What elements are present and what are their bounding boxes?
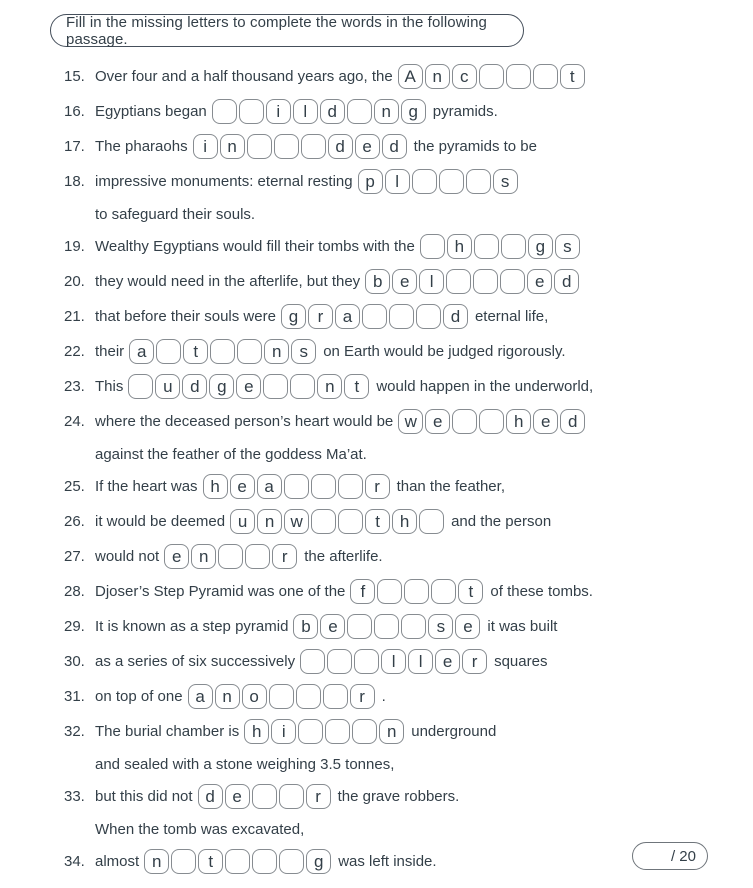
- letter-box-group: [230, 509, 446, 534]
- passage-line: [64, 644, 743, 679]
- letter-box-filled: r: [272, 544, 297, 569]
- letter-box-filled: d: [198, 784, 223, 809]
- letter-box-filled: d: [443, 304, 468, 329]
- letter-box-empty[interactable]: [218, 544, 243, 569]
- letter-box-filled: t: [198, 849, 223, 874]
- letter-box-empty[interactable]: [354, 649, 379, 674]
- line-text: It is known as a step pyramid: [95, 618, 289, 635]
- line-number: 34.: [64, 853, 85, 870]
- line-text: impressive monuments: eternal resting: [95, 173, 353, 190]
- letter-box-filled: l: [293, 99, 318, 124]
- line-text: almost: [95, 853, 140, 870]
- letter-box-empty[interactable]: [362, 304, 387, 329]
- passage-line: [64, 229, 743, 264]
- passage-line: [64, 714, 743, 749]
- line-text: that before their souls were: [95, 308, 276, 325]
- letter-box-filled: d: [560, 409, 585, 434]
- line-text: it would be deemed: [95, 513, 226, 530]
- letter-box-filled: e: [527, 269, 552, 294]
- line-number: 23.: [64, 378, 85, 395]
- letter-box-empty[interactable]: [352, 719, 377, 744]
- letter-box-empty[interactable]: [416, 304, 441, 329]
- letter-box-filled: l: [408, 649, 433, 674]
- letter-box-empty[interactable]: [239, 99, 264, 124]
- letter-box-filled: n: [215, 684, 240, 709]
- letter-box-empty[interactable]: [325, 719, 350, 744]
- line-text: the grave robbers.: [337, 788, 460, 805]
- letter-box-filled: l: [385, 169, 410, 194]
- letter-box-filled: n: [425, 64, 450, 89]
- passage-line: [64, 334, 743, 369]
- passage-line: [64, 59, 743, 94]
- letter-box-empty[interactable]: [474, 234, 499, 259]
- letter-box-empty[interactable]: [290, 374, 315, 399]
- passage-line: [64, 404, 743, 439]
- letter-box-filled: r: [462, 649, 487, 674]
- line-text: If the heart was: [95, 478, 198, 495]
- line-number: 31.: [64, 688, 85, 705]
- letter-box-filled: g: [209, 374, 234, 399]
- letter-box-filled: d: [320, 99, 345, 124]
- letter-box-filled: e: [455, 614, 480, 639]
- line-number: 26.: [64, 513, 85, 530]
- letter-box-filled: e: [533, 409, 558, 434]
- letter-box-empty[interactable]: [401, 614, 426, 639]
- letter-box-group: [198, 784, 333, 809]
- line-text: squares: [494, 653, 548, 670]
- line-text: where the deceased person’s heart would be: [95, 413, 394, 430]
- line-text: The burial chamber is: [95, 723, 240, 740]
- line-text: The pharaohs: [95, 138, 188, 155]
- letter-box-filled: e: [230, 474, 255, 499]
- letter-box-empty[interactable]: [501, 234, 526, 259]
- line-text: .: [381, 688, 386, 705]
- score-label: / 20: [670, 847, 696, 865]
- passage-line: [64, 469, 743, 504]
- letter-box-empty[interactable]: [473, 269, 498, 294]
- letter-box-filled: a: [257, 474, 282, 499]
- letter-box-empty[interactable]: [301, 134, 326, 159]
- letter-box-empty[interactable]: [466, 169, 491, 194]
- score-box: [632, 842, 708, 870]
- letter-box-filled: l: [381, 649, 406, 674]
- letter-box-group: [144, 849, 333, 874]
- letter-box-filled: i: [266, 99, 291, 124]
- line-text: their: [95, 343, 125, 360]
- letter-box-empty[interactable]: [506, 64, 531, 89]
- letter-box-filled: s: [291, 339, 316, 364]
- letter-box-filled: w: [398, 409, 423, 434]
- line-number: 22.: [64, 343, 85, 360]
- letter-box-empty[interactable]: [377, 579, 402, 604]
- passage-lines: [64, 59, 743, 879]
- letter-box-empty[interactable]: [171, 849, 196, 874]
- letter-box-empty[interactable]: [479, 64, 504, 89]
- letter-box-filled: s: [493, 169, 518, 194]
- letter-box-empty[interactable]: [323, 684, 348, 709]
- line-number: 30.: [64, 653, 85, 670]
- line-text: underground: [411, 723, 497, 740]
- line-text: it was built: [487, 618, 558, 635]
- letter-box-filled: e: [355, 134, 380, 159]
- letter-box-empty[interactable]: [327, 649, 352, 674]
- letter-box-filled: c: [452, 64, 477, 89]
- letter-box-empty[interactable]: [347, 614, 372, 639]
- line-number: 28.: [64, 583, 85, 600]
- letter-box-filled: n: [220, 134, 245, 159]
- letter-box-empty[interactable]: [431, 579, 456, 604]
- line-text: When the tomb was excavated,: [95, 820, 305, 838]
- letter-box-filled: n: [317, 374, 342, 399]
- letter-box-filled: h: [392, 509, 417, 534]
- letter-box-empty[interactable]: [247, 134, 272, 159]
- letter-box-empty[interactable]: [439, 169, 464, 194]
- passage-line: [64, 129, 743, 164]
- letter-box-empty[interactable]: [419, 509, 444, 534]
- passage-line: [64, 779, 743, 814]
- letter-box-group: [281, 304, 470, 329]
- passage-line: [64, 574, 743, 609]
- letter-box-filled: e: [320, 614, 345, 639]
- letter-box-filled: n: [264, 339, 289, 364]
- letter-box-group: [164, 544, 299, 569]
- passage-line: [64, 539, 743, 574]
- line-text: than the feather,: [396, 478, 505, 495]
- passage-line-continuation: [64, 749, 743, 779]
- letter-box-filled: e: [425, 409, 450, 434]
- letter-box-empty[interactable]: [156, 339, 181, 364]
- line-number: 33.: [64, 788, 85, 805]
- letter-box-group: [128, 374, 371, 399]
- letter-box-empty[interactable]: [412, 169, 437, 194]
- letter-box-filled: a: [129, 339, 154, 364]
- letter-box-empty[interactable]: [263, 374, 288, 399]
- letter-box-filled: a: [335, 304, 360, 329]
- line-text: Egyptians began: [95, 103, 207, 120]
- letter-box-filled: i: [193, 134, 218, 159]
- letter-box-group: [293, 614, 482, 639]
- letter-box-group: [244, 719, 406, 744]
- letter-box-filled: t: [344, 374, 369, 399]
- letter-box-group: [212, 99, 428, 124]
- passage-line-continuation: [64, 439, 743, 469]
- letter-box-filled: b: [365, 269, 390, 294]
- letter-box-empty[interactable]: [225, 849, 250, 874]
- letter-box-group: [398, 409, 587, 434]
- letter-box-filled: e: [435, 649, 460, 674]
- letter-box-filled: g: [401, 99, 426, 124]
- letter-box-empty[interactable]: [274, 134, 299, 159]
- letter-box-filled: h: [203, 474, 228, 499]
- letter-box-filled: e: [236, 374, 261, 399]
- letter-box-empty[interactable]: [500, 269, 525, 294]
- letter-box-group: [398, 64, 587, 89]
- letter-box-filled: g: [306, 849, 331, 874]
- line-number: 21.: [64, 308, 85, 325]
- letter-box-filled: t: [458, 579, 483, 604]
- line-number: 24.: [64, 413, 85, 430]
- letter-box-filled: r: [350, 684, 375, 709]
- passage-line: [64, 369, 743, 404]
- line-text: was left inside.: [338, 853, 437, 870]
- line-text: on Earth would be judged rigorously.: [323, 343, 566, 360]
- letter-box-group: [203, 474, 392, 499]
- letter-box-empty[interactable]: [212, 99, 237, 124]
- letter-box-empty[interactable]: [374, 614, 399, 639]
- line-text: they would need in the afterlife, but they: [95, 273, 361, 290]
- letter-box-group: [365, 269, 581, 294]
- letter-box-group: [300, 649, 489, 674]
- letter-box-filled: p: [358, 169, 383, 194]
- letter-box-filled: n: [257, 509, 282, 534]
- letter-box-filled: g: [281, 304, 306, 329]
- letter-box-group: [350, 579, 485, 604]
- letter-box-empty[interactable]: [298, 719, 323, 744]
- letter-box-empty[interactable]: [279, 784, 304, 809]
- line-text: Djoser’s Step Pyramid was one of the: [95, 583, 346, 600]
- letter-box-filled: n: [379, 719, 404, 744]
- line-number: 17.: [64, 138, 85, 155]
- letter-box-filled: s: [428, 614, 453, 639]
- line-number: 19.: [64, 238, 85, 255]
- line-number: 20.: [64, 273, 85, 290]
- line-text: Over four and a half thousand years ago, the: [95, 68, 393, 85]
- letter-box-filled: u: [230, 509, 255, 534]
- letter-box-empty[interactable]: [446, 269, 471, 294]
- letter-box-empty[interactable]: [284, 474, 309, 499]
- line-text: as a series of six successively: [95, 653, 296, 670]
- line-text: on top of one: [95, 688, 183, 705]
- line-text: and sealed with a stone weighing 3.5 tonnes,: [95, 755, 395, 773]
- line-number: 32.: [64, 723, 85, 740]
- letter-box-empty[interactable]: [533, 64, 558, 89]
- line-number: 15.: [64, 68, 85, 85]
- letter-box-filled: e: [164, 544, 189, 569]
- letter-box-filled: l: [419, 269, 444, 294]
- letter-box-filled: n: [191, 544, 216, 569]
- passage-line-continuation: [64, 199, 743, 229]
- line-number: 25.: [64, 478, 85, 495]
- letter-box-filled: d: [382, 134, 407, 159]
- letter-box-group: [420, 234, 582, 259]
- letter-box-filled: h: [506, 409, 531, 434]
- passage-line: [64, 679, 743, 714]
- passage-line: [64, 299, 743, 334]
- line-number: 18.: [64, 173, 85, 190]
- letter-box-filled: h: [447, 234, 472, 259]
- letter-box-filled: t: [560, 64, 585, 89]
- passage-line-continuation: [64, 814, 743, 844]
- letter-box-empty[interactable]: [128, 374, 153, 399]
- passage-line: [64, 264, 743, 299]
- line-text: would happen in the underworld,: [376, 378, 594, 395]
- letter-box-filled: u: [155, 374, 180, 399]
- letter-box-empty[interactable]: [452, 409, 477, 434]
- line-text: to safeguard their souls.: [95, 205, 256, 223]
- passage-line: [64, 609, 743, 644]
- letter-box-empty[interactable]: [296, 684, 321, 709]
- line-text: against the feather of the goddess Ma’at.: [95, 445, 367, 463]
- letter-box-empty[interactable]: [420, 234, 445, 259]
- letter-box-filled: h: [244, 719, 269, 744]
- letter-box-filled: w: [284, 509, 309, 534]
- line-text: pyramids.: [432, 103, 498, 120]
- letter-box-filled: a: [188, 684, 213, 709]
- instruction-text: Fill in the missing letters to complete the words in the following passage.: [66, 13, 487, 48]
- passage-line: [64, 504, 743, 539]
- letter-box-filled: r: [306, 784, 331, 809]
- letter-box-group: [188, 684, 377, 709]
- line-text: eternal life,: [474, 308, 549, 325]
- letter-box-empty[interactable]: [269, 684, 294, 709]
- letter-box-filled: t: [183, 339, 208, 364]
- letter-box-filled: b: [293, 614, 318, 639]
- letter-box-group: [193, 134, 409, 159]
- line-number: 16.: [64, 103, 85, 120]
- letter-box-filled: e: [225, 784, 250, 809]
- passage-line: [64, 164, 743, 199]
- letter-box-filled: t: [365, 509, 390, 534]
- letter-box-empty[interactable]: [347, 99, 372, 124]
- letter-box-filled: e: [392, 269, 417, 294]
- line-text: would not: [95, 548, 160, 565]
- letter-box-filled: f: [350, 579, 375, 604]
- letter-box-empty[interactable]: [338, 474, 363, 499]
- letter-box-empty[interactable]: [404, 579, 429, 604]
- instruction-banner: [50, 14, 524, 47]
- letter-box-empty[interactable]: [311, 509, 336, 534]
- letter-box-group: [358, 169, 520, 194]
- line-text: the pyramids to be: [413, 138, 537, 155]
- letter-box-filled: s: [555, 234, 580, 259]
- line-text: of these tombs.: [490, 583, 593, 600]
- line-number: 29.: [64, 618, 85, 635]
- letter-box-filled: r: [308, 304, 333, 329]
- letter-box-empty[interactable]: [252, 784, 277, 809]
- letter-box-empty[interactable]: [252, 849, 277, 874]
- letter-box-filled: o: [242, 684, 267, 709]
- line-number: 27.: [64, 548, 85, 565]
- line-text: Wealthy Egyptians would fill their tombs with the: [95, 238, 415, 255]
- line-text: but this did not: [95, 788, 193, 805]
- line-text: and the person: [451, 513, 552, 530]
- letter-box-empty[interactable]: [389, 304, 414, 329]
- letter-box-filled: n: [374, 99, 399, 124]
- letter-box-group: [129, 339, 318, 364]
- letter-box-filled: n: [144, 849, 169, 874]
- letter-box-filled: d: [554, 269, 579, 294]
- line-text: This: [95, 378, 124, 395]
- line-text: the afterlife.: [304, 548, 383, 565]
- letter-box-empty[interactable]: [245, 544, 270, 569]
- passage-line: [64, 94, 743, 129]
- letter-box-empty[interactable]: [300, 649, 325, 674]
- letter-box-filled: d: [182, 374, 207, 399]
- letter-box-empty[interactable]: [311, 474, 336, 499]
- letter-box-filled: r: [365, 474, 390, 499]
- letter-box-filled: d: [328, 134, 353, 159]
- letter-box-empty[interactable]: [279, 849, 304, 874]
- letter-box-empty[interactable]: [338, 509, 363, 534]
- letter-box-empty[interactable]: [210, 339, 235, 364]
- letter-box-filled: g: [528, 234, 553, 259]
- letter-box-empty[interactable]: [479, 409, 504, 434]
- letter-box-filled: A: [398, 64, 423, 89]
- letter-box-empty[interactable]: [237, 339, 262, 364]
- letter-box-filled: i: [271, 719, 296, 744]
